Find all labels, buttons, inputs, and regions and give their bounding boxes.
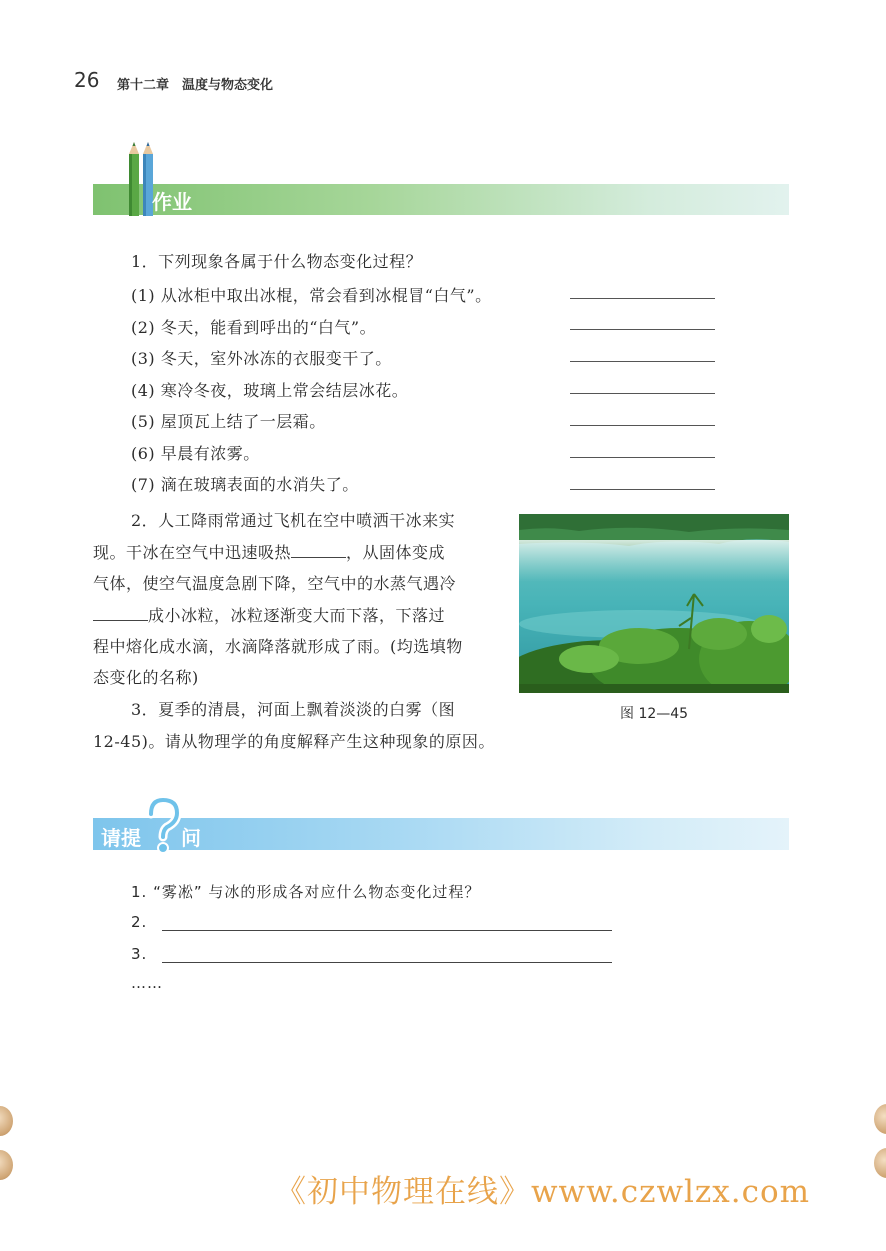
answer-blank-7 (570, 488, 715, 490)
ask-q1: 1. “雾凇” 与冰的形成各对应什么物态变化过程？ (131, 883, 481, 901)
page-number: 26 (74, 68, 100, 92)
q2-line-3: 气体，使空气温度急剧下降，空气中的水蒸气遇冷 (93, 574, 457, 593)
answer-blank-4 (570, 392, 715, 394)
q2-line-5: 程中熔化成水滴，水滴降落就形成了雨。(均选填物 (93, 637, 463, 656)
ask-q2-number: 2. (131, 913, 148, 931)
q3-line-2: 12-45)。请从物理学的角度解释产生这种现象的原因。 (93, 732, 495, 751)
q1-item-3: (3) 冬天，室外冰冻的衣服变干了。 (131, 349, 392, 368)
q2-line-4 (93, 603, 445, 626)
ask-title-a: 请提 (101, 826, 141, 850)
left-decor-circle-1 (0, 1106, 13, 1136)
answer-blank-1 (570, 297, 715, 299)
q2-line-4-text: 成小冰粒，冰粒逐渐变大而下落，下落过 (148, 606, 446, 625)
q2-line-2b: ，从固体变成 (346, 543, 446, 562)
q2-line-1: 2．人工降雨常通过飞机在空中喷洒干冰来实 (131, 511, 456, 530)
q1-item-7: (7) 滴在玻璃表面的水消失了。 (131, 475, 359, 494)
right-decor-circle-2 (874, 1148, 886, 1178)
q1-item-1: (1) 从冰柜中取出冰棍，常会看到冰棍冒“白气”。 (131, 286, 492, 305)
q2-line-6: 态变化的名称) (93, 668, 199, 687)
answer-blank-5 (570, 424, 715, 426)
answer-blank-3 (570, 360, 715, 362)
q1-item-4: (4) 寒冷冬夜，玻璃上常会结层冰花。 (131, 381, 409, 400)
inline-blank-2 (93, 606, 148, 621)
answer-blank-6 (570, 456, 715, 458)
question-mark-icon (143, 796, 183, 856)
ask-title-b: 问 (181, 826, 201, 850)
q1-item-6: (6) 早晨有浓雾。 (131, 444, 260, 463)
figure-caption: 图 12—45 (620, 706, 689, 722)
chapter-title: 第十二章 温度与物态变化 (117, 78, 274, 93)
ask-q3-blank (162, 962, 612, 963)
river-fog-photo (519, 514, 789, 693)
left-decor-circle-2 (0, 1150, 13, 1180)
ask-q2-blank (162, 930, 612, 931)
homework-title: 作业 (152, 190, 192, 214)
ask-ellipsis: …… (131, 974, 163, 992)
ask-q3-number: 3. (131, 945, 148, 963)
homework-banner (93, 184, 789, 215)
q1-stem: 1．下列现象各属于什么物态变化过程？ (131, 252, 423, 271)
q1-item-5: (5) 屋顶瓦上结了一层霜。 (131, 412, 326, 431)
inline-blank-1 (291, 543, 346, 558)
q3-line-1: 3．夏季的清晨，河面上飘着淡淡的白雾（图 (131, 700, 456, 719)
q1-item-2: (2) 冬天，能看到呼出的“白气”。 (131, 318, 377, 337)
q2-line-2 (93, 540, 445, 563)
q2-line-2a: 现。干冰在空气中迅速吸热 (93, 543, 292, 562)
answer-blank-2 (570, 328, 715, 330)
right-decor-circle-1 (874, 1104, 886, 1134)
watermark-text: 《初中物理在线》www.czwlzx.com (275, 1174, 811, 1210)
